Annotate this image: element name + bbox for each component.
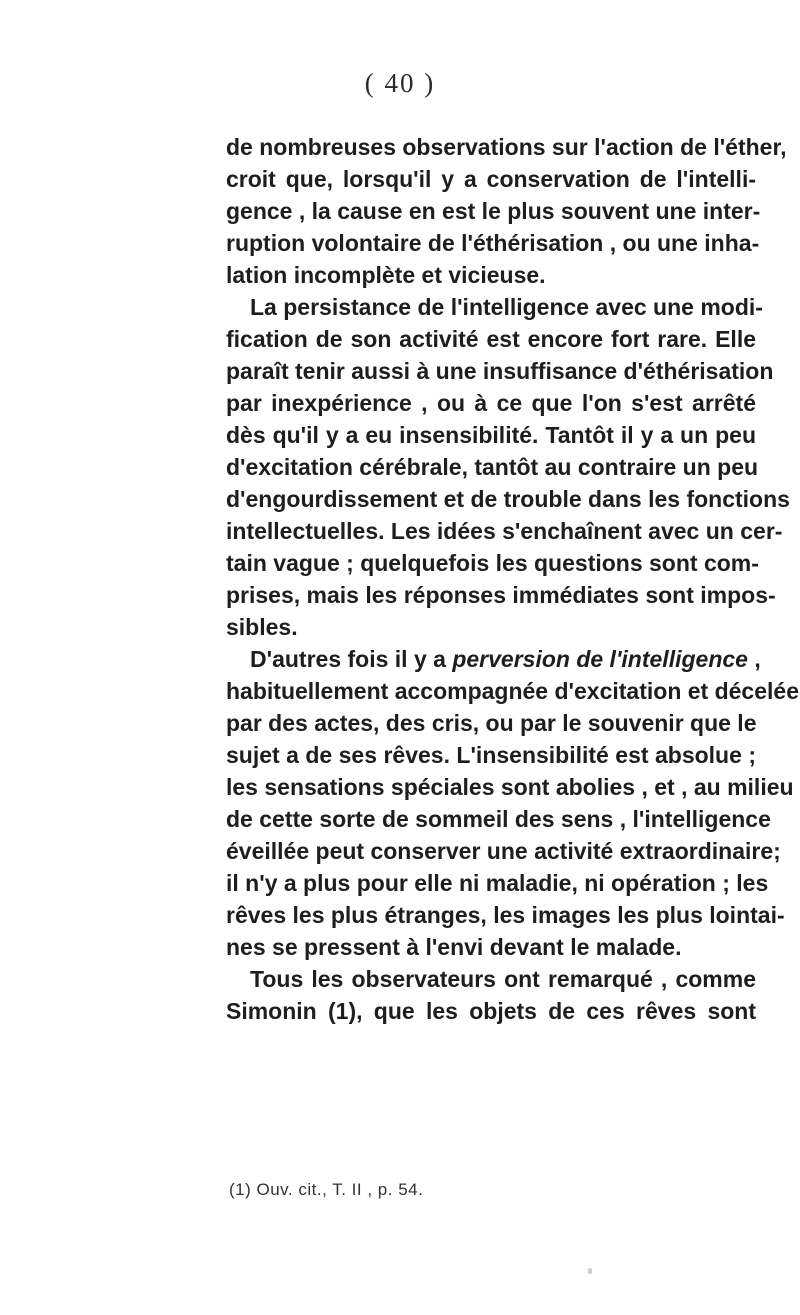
text-line: nes se pressent à l'envi devant le malade. [226,934,682,960]
text-line: tain vague ; quelquefois les questions sont com- [226,550,759,576]
text-line: d'engourdissement et de trouble dans les fonctions [226,486,790,512]
text-line: habituellement accompagnée d'excitation et décelée [226,678,799,704]
text-line: paraît tenir aussi à une insuffisance d'éthérisation [226,358,774,384]
text-line: Tous les observateurs ont remarqué , comme [250,966,756,992]
footnote: (1) Ouv. cit., T. II , p. 54. [229,1180,424,1199]
emphasized-phrase: perversion de l'intelligence [452,646,748,672]
text-line: par inexpérience , ou à ce que l'on s'est arrêté [226,390,756,416]
text-line: de nombreuses observations sur l'action de l'éther, [226,134,787,160]
text-line: ruption volontaire de l'éthérisation , ou une inha- [226,230,760,256]
text-line: prises, mais les réponses immédiates sont impos- [226,582,776,608]
paper-speck [588,1268,592,1274]
text-line: rêves les plus étranges, les images les plus lointai- [226,902,785,928]
text-line: d'excitation cérébrale, tantôt au contraire un peu [226,454,759,480]
text-line: sibles. [226,614,298,640]
text-line: par des actes, des cris, ou par le souvenir que le [226,710,757,736]
text-line: La persistance de l'intelligence avec une modi- [250,294,763,320]
text-line: gence , la cause en est le plus souvent une inter- [226,198,761,224]
text-line: il n'y a plus pour elle ni maladie, ni opération ; les [226,870,769,896]
text-line: éveillée peut conserver une activité extraordinaire; [226,838,781,864]
page-number: ( 40 ) [364,68,436,98]
text-line: de cette sorte de sommeil des sens , l'intelligence [226,806,771,832]
text-line: lation incomplète et vicieuse. [226,262,546,288]
text-line: sujet a de ses rêves. L'insensibilité est absolue ; [226,742,756,768]
body-text [226,131,799,1027]
text-line: croit que, lorsqu'il y a conservation de l'intelli- [226,166,756,192]
text-line: fication de son activité est encore fort rare. Elle [226,326,756,352]
text-line: les sensations spéciales sont abolies , et , au milieu [226,774,794,800]
text-line: Simonin (1), que les objets de ces rêves sont [226,998,756,1024]
text-line: intellectuelles. Les idées s'enchaînent avec un cer- [226,518,783,544]
text-line: dès qu'il y a eu insensibilité. Tantôt il y a un peu [226,422,756,448]
text-line-with-italic: D'autres fois il y a perversion de l'intelligence , [250,646,761,672]
